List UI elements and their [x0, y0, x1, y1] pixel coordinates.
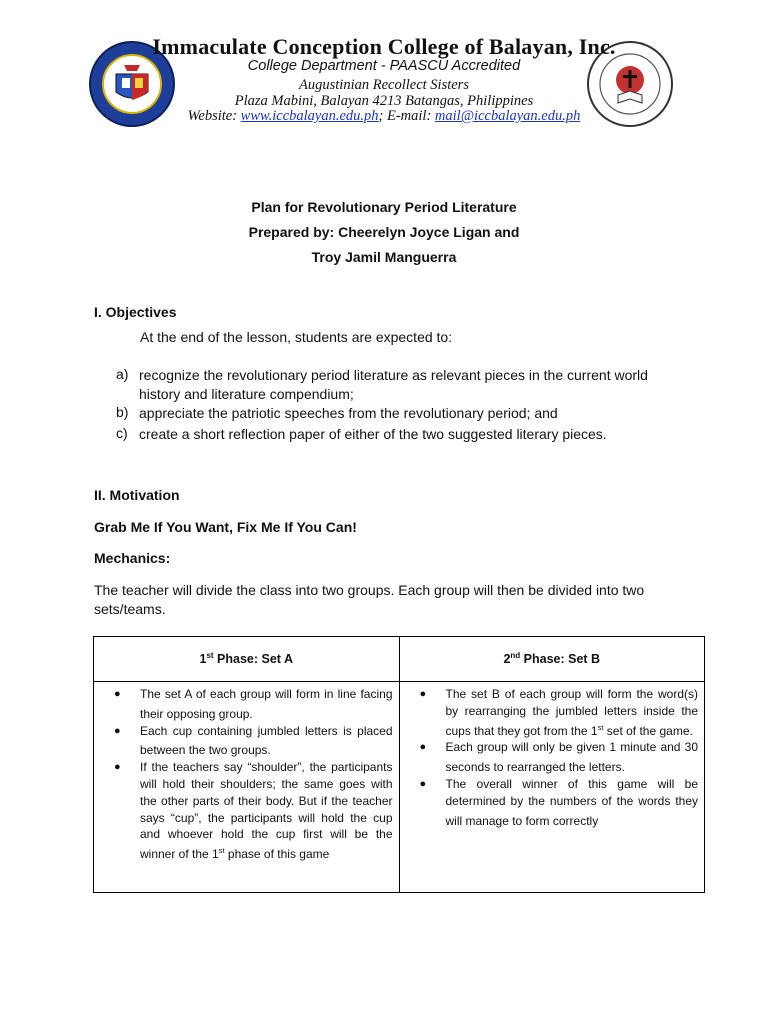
- objective-label-b: b): [116, 404, 129, 420]
- objective-text-c: create a short reflection paper of either of the two suggested literary pieces.: [139, 426, 607, 442]
- list-item: ● The overall winner of this game will be determined by the numbers of the words they will manage to form correctly: [419, 776, 698, 828]
- objective-text-b: appreciate the patriotic speeches from the revolutionary period; and: [139, 405, 558, 421]
- phase-2-list: [400, 686, 699, 829]
- mechanics-text: The teacher will divide the class into two groups. Each group will then be divided into two sets/teams.: [94, 582, 645, 617]
- email-label: ; E-mail:: [378, 108, 435, 124]
- phase-1-cell: [94, 682, 400, 893]
- objectives-heading: I. Objectives: [94, 304, 177, 320]
- bullet-icon: ●: [114, 724, 121, 737]
- website-label: Website:: [187, 108, 241, 124]
- phase-1-header: 1st Phase: Set A: [94, 637, 400, 682]
- list-item: ● The set B of each group will form the word(s) by rearranging the jumbled letters inside the cups that they got from the 1st set of the game.: [419, 687, 698, 738]
- motivation-heading: II. Motivation: [94, 487, 180, 503]
- objective-label-c: c): [116, 425, 128, 441]
- phase-2-header: 2nd Phase: Set B: [399, 637, 705, 682]
- prepared-by: Prepared by: Cheerelyn Joyce Ligan and: [248, 224, 520, 240]
- objectives-lead: At the end of the lesson, students are expected to:: [140, 329, 453, 345]
- contact-line: [0, 108, 768, 125]
- email-link[interactable]: mail@iccbalayan.edu.ph: [434, 108, 581, 124]
- bullet-icon: ●: [419, 741, 427, 754]
- bullet-icon: ●: [114, 688, 121, 700]
- list-item: ● The set A of each group will form in line facing their opposing group.: [114, 687, 393, 721]
- sisters-line: Augustinian Recollect Sisters: [299, 77, 469, 93]
- mechanics-heading: Mechanics:: [94, 550, 171, 566]
- phases-table: [93, 636, 705, 893]
- institution-name: Immaculate Conception College of Balayan, Inc.: [152, 34, 616, 59]
- list-item: ● Each cup containing jumbled letters is placed between the two groups.: [114, 723, 393, 758]
- list-item: ● Each group will only be given 1 minute and 30 seconds to rearranged the letters.: [419, 740, 698, 775]
- bullet-icon: ●: [419, 777, 427, 790]
- website-link[interactable]: www.iccbalayan.edu.ph: [240, 108, 379, 124]
- plan-title: Plan for Revolutionary Period Literature: [251, 199, 517, 215]
- prepared-by-names: Troy Jamil Manguerra: [311, 249, 457, 265]
- table-header-row: [94, 637, 705, 682]
- phase-1-list: [94, 686, 393, 863]
- address-line: Plaza Mabini, Balayan 4213 Batangas, Philippines: [234, 93, 534, 109]
- table-row: [94, 682, 705, 893]
- bullet-icon: ●: [419, 688, 427, 700]
- game-title: Grab Me If You Want, Fix Me If You Can!: [94, 519, 357, 535]
- phase-2-cell: [399, 682, 705, 893]
- list-item: ● If the teachers say “shoulder”, the participants will hold their shoulders; the same goes with the other parts of their body. But if the teacher says “cup”, the participants will hold the cup and whoever hold the cup first will be the winner of the 1st phase of this game: [114, 760, 393, 862]
- department-line: College Department - PAASCU Accredited: [247, 58, 521, 74]
- bullet-icon: ●: [114, 761, 121, 774]
- objective-text-a: recognize the revolutionary period literature as relevant pieces in the current world history and literature compendium;: [139, 367, 648, 402]
- objective-label-a: a): [116, 366, 129, 382]
